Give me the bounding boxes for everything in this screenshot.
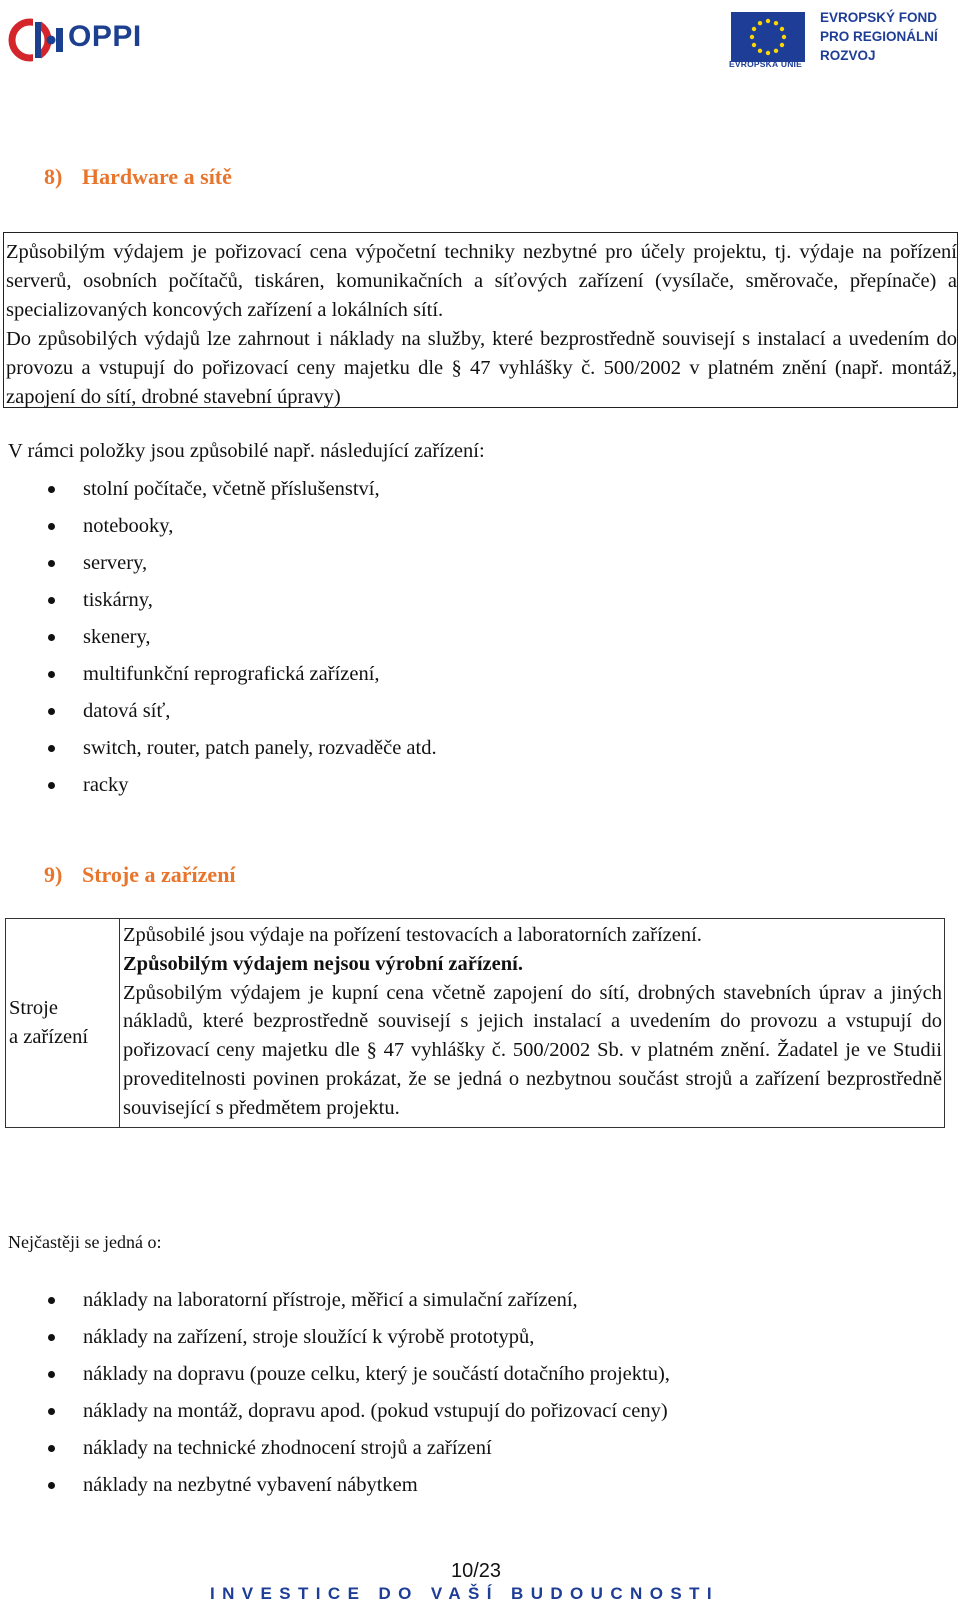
section-9-title: Stroje a zařízení (82, 862, 236, 887)
box-paragraph-1: Způsobilým výdajem je pořizovací cena výpočetní techniky nezbytné pro účely projektu, tj. výdaje na pořízení serverů, osobních počítačů, tiskáren, komunikačních a síťových zařízení (vysílače, směrovače, přepínače) a specializovaných koncových zařízení a lokálních sítí. (6, 241, 957, 321)
table-row (6, 919, 945, 1128)
list-item: tiskárny, (3, 582, 903, 619)
section-9-list (3, 1282, 903, 1504)
table-content-cell (120, 919, 945, 1128)
page-number: 10/23 (451, 1560, 502, 1582)
list-item: datová síť, (3, 693, 903, 730)
section-9-intro: Nejčastěji se jedná o: (8, 1232, 162, 1252)
fund-line-3: ROZVOJ (820, 48, 876, 63)
footer-slogan: INVESTICE DO VAŠÍ BUDOUCNOSTI (210, 1584, 719, 1603)
list-item: racky (3, 767, 903, 804)
section-8-title: Hardware a sítě (82, 164, 232, 189)
fund-name (820, 8, 938, 65)
list-item: switch, router, patch panely, rozvaděče atd. (3, 730, 903, 767)
section-8-number: 8) (44, 164, 63, 189)
list-item: stolní počítače, včetně příslušenství, (3, 471, 903, 508)
fund-line-2: PRO REGIONÁLNÍ (820, 29, 938, 44)
list-item: servery, (3, 545, 903, 582)
label-line-1: Stroje (9, 996, 58, 1019)
section-8-intro: V rámci položky jsou způsobilé např. následující zařízení: (8, 440, 485, 462)
list-item: náklady na montáž, dopravu apod. (pokud vstupují do pořizovací ceny) (3, 1393, 903, 1430)
box-paragraph-2: Do způsobilých výdajů lze zahrnout i náklady na služby, které bezprostředně souvisejí s instalací a uvedením do provozu a vstupují do pořizovací ceny majetku dle § 47 vyhlášky č. 500/2002 v platném znění (např. montáž, zapojení do sítí, drobné stavební úpravy) (6, 328, 957, 408)
list-item: náklady na zařízení, stroje sloužící k výrobě prototypů, (3, 1319, 903, 1356)
fund-line-1: EVROPSKÝ FOND (820, 10, 938, 25)
section-9-number: 9) (44, 862, 63, 887)
section-8-list (3, 471, 903, 804)
list-item: náklady na dopravu (pouze celku, který je součástí dotačního projektu), (3, 1356, 903, 1393)
list-item: multifunkční reprografická zařízení, (3, 656, 903, 693)
table-sentence-bold: Způsobilým výdajem nejsou výrobní zařízení. (123, 952, 523, 975)
section-9-table (5, 918, 945, 1128)
oppi-wordmark: OPPI (68, 20, 142, 53)
label-line-2: a zařízení (9, 1025, 89, 1048)
list-item: náklady na technické zhodnocení strojů a zařízení (3, 1430, 903, 1467)
section-9-heading (44, 862, 236, 888)
section-8-box (3, 232, 958, 408)
table-label-cell (6, 919, 120, 1128)
list-item: náklady na nezbytné vybavení nábytkem (3, 1467, 903, 1504)
list-item: notebooky, (3, 508, 903, 545)
list-item: náklady na laboratorní přístroje, měřicí a simulační zařízení, (3, 1282, 903, 1319)
table-sentence-1: Způsobilé jsou výdaje na pořízení testovacích a laboratorních zařízení. (123, 924, 702, 946)
table-sentence-3: Způsobilým výdajem je kupní cena včetně zapojení do sítí, drobných stavebních úprav a jiných nákladů, které bezprostředně souvisejí s jejich instalací a uvedením do provozu a vstupují do pořizovací ceny majetku dle § 47 vyhlášky č. 500/2002 Sb. v platném znění. Žadatel je ve Studii proveditelnosti povinen prokázat, že se jedná o nezbytnou součást strojů a zařízení bezprostředně související s předmětem projektu. (123, 981, 942, 1119)
eu-caption: EVROPSKÁ UNIE (729, 59, 802, 69)
list-item: skenery, (3, 619, 903, 656)
eu-flag-icon (731, 12, 805, 62)
section-8-heading (44, 164, 232, 190)
